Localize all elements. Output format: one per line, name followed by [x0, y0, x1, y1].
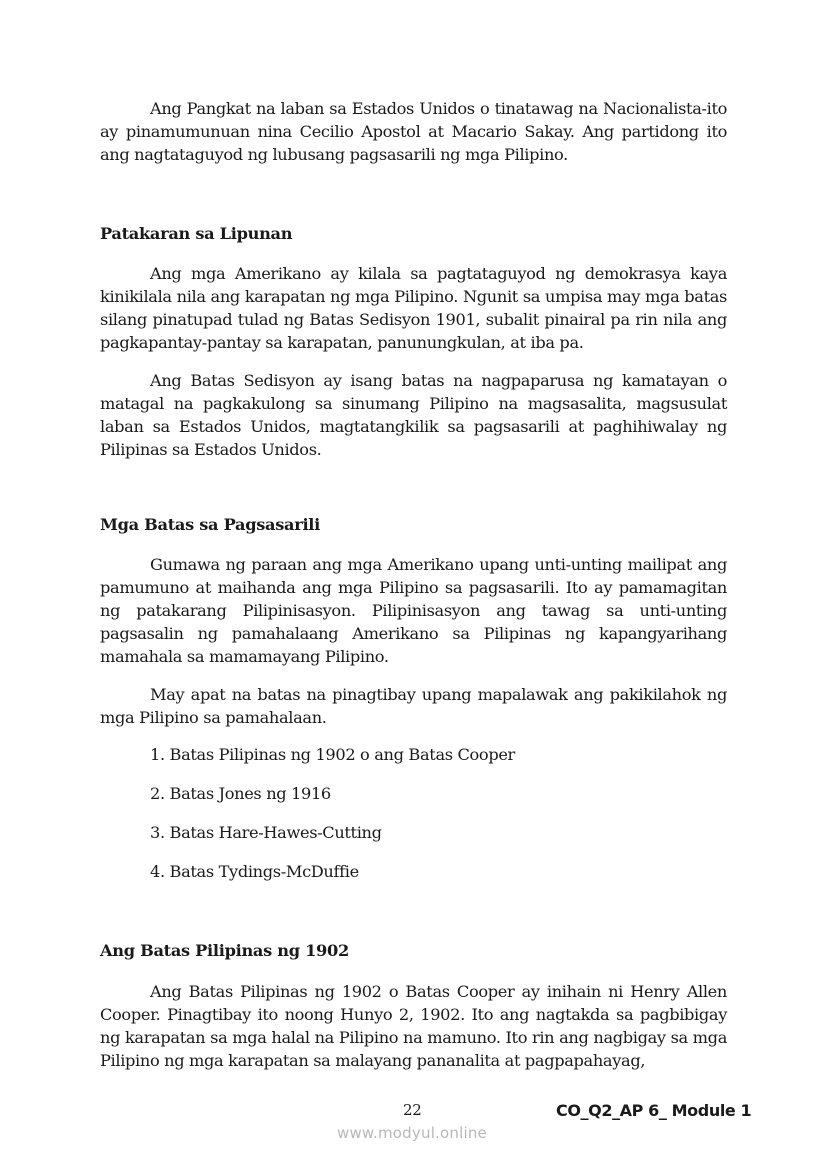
- list-item: 2. Batas Jones ng 1916: [150, 784, 331, 803]
- list-item: 3. Batas Hare-Hawes-Cutting: [150, 823, 382, 842]
- heading-mga-batas-sa-pagsasarili: Mga Batas sa Pagsasarili: [100, 515, 321, 534]
- paragraph-apat-na-batas: May apat na batas na pinagtibay upang mapalawak ang pakikilahok ng mga Pilipino sa pamahalaan.: [100, 685, 727, 727]
- list-item: 4. Batas Tydings-McDuffie: [150, 862, 359, 881]
- heading-ang-batas-pilipinas-1902: Ang Batas Pilipinas ng 1902: [100, 941, 349, 960]
- paragraph-batas-cooper: Ang Batas Pilipinas ng 1902 o Batas Cooper ay inihain ni Henry Allen Cooper. Pinagtibay ito noong Hunyo 2, 1902. Ito ang nagtakda sa pagbibigay ng karapatan sa mga halal na Pilipino na mamuno. Ito rin ang nagbigay sa mga Pilipino ng mga karapatan sa malayang pananalita at pagpapahayag,: [100, 982, 727, 1070]
- paragraph-amerikano: Ang mga Amerikano ay kilala sa pagtataguyod ng demokrasya kaya kinikilala nila ang karapatan ng mga Pilipino. Ngunit sa umpisa may mga batas silang pinatupad tulad ng Batas Sedisyon 1901, subalit pinairal pa rin nila ang pagkapantay-pantay sa karapatan, panunungkulan, at iba pa.: [100, 264, 727, 352]
- list-item: 1. Batas Pilipinas ng 1902 o ang Batas Cooper: [150, 745, 515, 764]
- heading-patakaran-sa-lipunan: Patakaran sa Lipunan: [100, 224, 293, 243]
- module-label: CO_Q2_AP 6_ Module 1: [556, 1101, 752, 1120]
- paragraph-nacionalista: Ang Pangkat na laban sa Estados Unidos o tinatawag na Nacionalista-ito ay pinamumunuan nina Cecilio Apostol at Macario Sakay. Ang partidong ito ang nagtataguyod ng lubusang pagsasarili ng mga Pilipino.: [100, 99, 727, 164]
- paragraph-sedisyon: Ang Batas Sedisyon ay isang batas na nagpaparusa ng kamatayan o matagal na pagkakulong sa sinumang Pilipino na magsasalita, magsusulat laban sa Estados Unidos, magtatangkilik sa pagsasarili at paghihiwalay ng Pilipinas sa Estados Unidos.: [100, 371, 727, 459]
- paragraph-gumawa: Gumawa ng paraan ang mga Amerikano upang unti-unting mailipat ang pamumuno at maihanda ang mga Pilipino sa pagsasarili. Ito ay pamamagitan ng patakarang Pilipinisasyon. Pilipinisasyon ang tawag sa unti-unting pagsasalin ng pamahalaang Amerikano sa Pilipinas ng kapangyarihang mamahala sa mamamayang Pilipino.: [100, 555, 727, 666]
- watermark: www.modyul.online: [337, 1124, 487, 1142]
- page-number: 22: [403, 1101, 422, 1119]
